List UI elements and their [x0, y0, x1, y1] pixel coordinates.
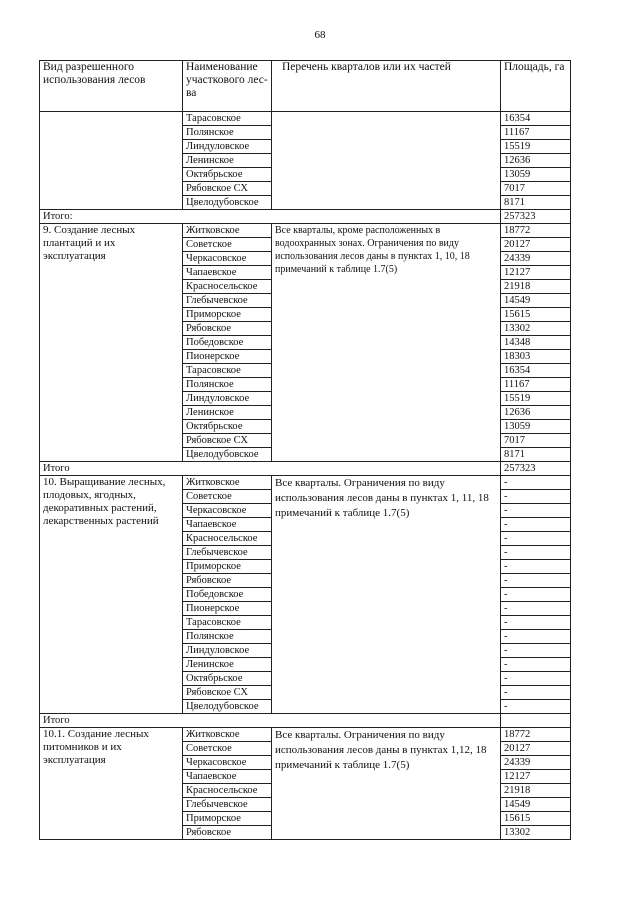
- forestry-cell: Ленинское: [183, 406, 272, 420]
- use-type-cell: 10.1. Создание лесных питомников и их эксплуатация: [40, 728, 183, 840]
- forestry-cell: Рябовское: [183, 826, 272, 840]
- forestry-cell: Глебычевское: [183, 546, 272, 560]
- area-cell: 13059: [501, 420, 571, 434]
- table-row: [40, 112, 571, 126]
- forestry-cell: Красносельское: [183, 532, 272, 546]
- area-cell: -: [501, 686, 571, 700]
- total-value: 257323: [501, 462, 571, 476]
- forestry-cell: Цвелодубовское: [183, 700, 272, 714]
- total-label: Итого: [40, 462, 501, 476]
- quarters-cell: Все кварталы, кроме расположенных в водоохранных зонах. Ограничения по виду использования лесов даны в пунктах 1, 10, 18 примечаний к таблице 1.7(5): [272, 224, 501, 462]
- forestry-cell: Полянское: [183, 378, 272, 392]
- forestry-cell: Октябрьское: [183, 168, 272, 182]
- forestry-cell: Черкасовское: [183, 756, 272, 770]
- forestry-cell: Рябовское СХ: [183, 434, 272, 448]
- area-cell: 20127: [501, 742, 571, 756]
- total-row: [40, 462, 571, 476]
- forestry-cell: Тарасовское: [183, 112, 272, 126]
- forestry-cell: Советское: [183, 238, 272, 252]
- area-cell: -: [501, 560, 571, 574]
- forestry-cell: Житковское: [183, 224, 272, 238]
- forestry-cell: Советское: [183, 742, 272, 756]
- area-cell: 12636: [501, 154, 571, 168]
- header-forestry: Наименование участкового лес-ва: [183, 61, 272, 112]
- area-cell: 21918: [501, 784, 571, 798]
- area-cell: 12127: [501, 770, 571, 784]
- table-body: [40, 61, 571, 840]
- total-label: Итого: [40, 714, 501, 728]
- area-cell: -: [501, 602, 571, 616]
- area-cell: -: [501, 630, 571, 644]
- area-cell: 15519: [501, 140, 571, 154]
- forestry-cell: Победовское: [183, 588, 272, 602]
- header-area: Площадь, га: [501, 61, 571, 112]
- forestry-cell: Линдуловское: [183, 644, 272, 658]
- forestry-cell: Глебычевское: [183, 798, 272, 812]
- forestry-cell: Житковское: [183, 728, 272, 742]
- area-cell: 13059: [501, 168, 571, 182]
- area-cell: 18772: [501, 224, 571, 238]
- area-cell: -: [501, 588, 571, 602]
- forestry-cell: Цвелодубовское: [183, 448, 272, 462]
- area-cell: 12636: [501, 406, 571, 420]
- area-cell: 20127: [501, 238, 571, 252]
- area-cell: 13302: [501, 826, 571, 840]
- forestry-cell: Победовское: [183, 336, 272, 350]
- area-cell: -: [501, 644, 571, 658]
- forest-use-table: [39, 60, 571, 840]
- forestry-cell: Черкасовское: [183, 504, 272, 518]
- area-cell: -: [501, 700, 571, 714]
- forestry-cell: Красносельское: [183, 784, 272, 798]
- area-cell: 14549: [501, 294, 571, 308]
- forestry-cell: Пионерское: [183, 350, 272, 364]
- area-cell: 18303: [501, 350, 571, 364]
- forestry-cell: Линдуловское: [183, 140, 272, 154]
- forestry-cell: Рябовское СХ: [183, 686, 272, 700]
- area-cell: -: [501, 616, 571, 630]
- total-row: [40, 714, 571, 728]
- use-type-cell: 10. Выращивание лесных, плодовых, ягодных, декоративных растений, лекарственных растений: [40, 476, 183, 714]
- page-number: 68: [314, 29, 326, 41]
- quarters-cell: [272, 112, 501, 210]
- header-quarters: Перечень кварталов или их частей: [272, 61, 501, 112]
- area-cell: -: [501, 658, 571, 672]
- forestry-cell: Приморское: [183, 560, 272, 574]
- area-cell: 24339: [501, 252, 571, 266]
- area-cell: 11167: [501, 126, 571, 140]
- forestry-cell: Приморское: [183, 812, 272, 826]
- area-cell: 15519: [501, 392, 571, 406]
- forestry-cell: Полянское: [183, 126, 272, 140]
- area-cell: 15615: [501, 308, 571, 322]
- area-cell: -: [501, 532, 571, 546]
- forestry-cell: Чапаевское: [183, 518, 272, 532]
- area-cell: 12127: [501, 266, 571, 280]
- header-use-type: Вид разрешенного использования лесов: [40, 61, 183, 112]
- area-cell: 16354: [501, 112, 571, 126]
- area-cell: 7017: [501, 434, 571, 448]
- forestry-cell: Рябовское: [183, 322, 272, 336]
- area-cell: 21918: [501, 280, 571, 294]
- area-cell: 15615: [501, 812, 571, 826]
- quarters-cell: Все кварталы. Ограничения по виду использования лесов даны в пунктах 1,12, 18 примечаний к таблице 1.7(5): [272, 728, 501, 840]
- total-value: [501, 714, 571, 728]
- forestry-cell: Линдуловское: [183, 392, 272, 406]
- header-row: [40, 61, 571, 112]
- forestry-cell: Цвелодубовское: [183, 196, 272, 210]
- forestry-cell: Ленинское: [183, 658, 272, 672]
- area-cell: 11167: [501, 378, 571, 392]
- area-cell: 24339: [501, 756, 571, 770]
- forestry-cell: Пионерское: [183, 602, 272, 616]
- table-row: [40, 224, 571, 238]
- forestry-cell: Житковское: [183, 476, 272, 490]
- area-cell: -: [501, 490, 571, 504]
- area-cell: 8171: [501, 448, 571, 462]
- area-cell: -: [501, 672, 571, 686]
- area-cell: 14549: [501, 798, 571, 812]
- forestry-cell: Советское: [183, 490, 272, 504]
- forestry-cell: Рябовское СХ: [183, 182, 272, 196]
- forestry-cell: Тарасовское: [183, 616, 272, 630]
- area-cell: 14348: [501, 336, 571, 350]
- use-type-cell: [40, 112, 183, 210]
- total-row: [40, 210, 571, 224]
- area-cell: -: [501, 518, 571, 532]
- area-cell: -: [501, 504, 571, 518]
- forestry-cell: Черкасовское: [183, 252, 272, 266]
- forestry-cell: Октябрьское: [183, 420, 272, 434]
- forestry-cell: Приморское: [183, 308, 272, 322]
- area-cell: 7017: [501, 182, 571, 196]
- forestry-cell: Полянское: [183, 630, 272, 644]
- area-cell: 8171: [501, 196, 571, 210]
- use-type-cell: 9. Создание лесных плантаций и их эксплуатация: [40, 224, 183, 462]
- total-value: 257323: [501, 210, 571, 224]
- forestry-cell: Глебычевское: [183, 294, 272, 308]
- quarters-cell: Все кварталы. Ограничения по виду использования лесов даны в пунктах 1, 11, 18 примечаний к таблице 1.7(5): [272, 476, 501, 714]
- area-cell: -: [501, 574, 571, 588]
- forestry-cell: Октябрьское: [183, 672, 272, 686]
- forestry-cell: Чапаевское: [183, 770, 272, 784]
- total-label: Итого:: [40, 210, 501, 224]
- table-row: [40, 728, 571, 742]
- area-cell: -: [501, 476, 571, 490]
- forestry-cell: Красносельское: [183, 280, 272, 294]
- area-cell: 16354: [501, 364, 571, 378]
- forestry-cell: Тарасовское: [183, 364, 272, 378]
- forestry-cell: Чапаевское: [183, 266, 272, 280]
- table-row: [40, 476, 571, 490]
- forestry-cell: Ленинское: [183, 154, 272, 168]
- area-cell: 18772: [501, 728, 571, 742]
- forestry-cell: Рябовское: [183, 574, 272, 588]
- area-cell: -: [501, 546, 571, 560]
- area-cell: 13302: [501, 322, 571, 336]
